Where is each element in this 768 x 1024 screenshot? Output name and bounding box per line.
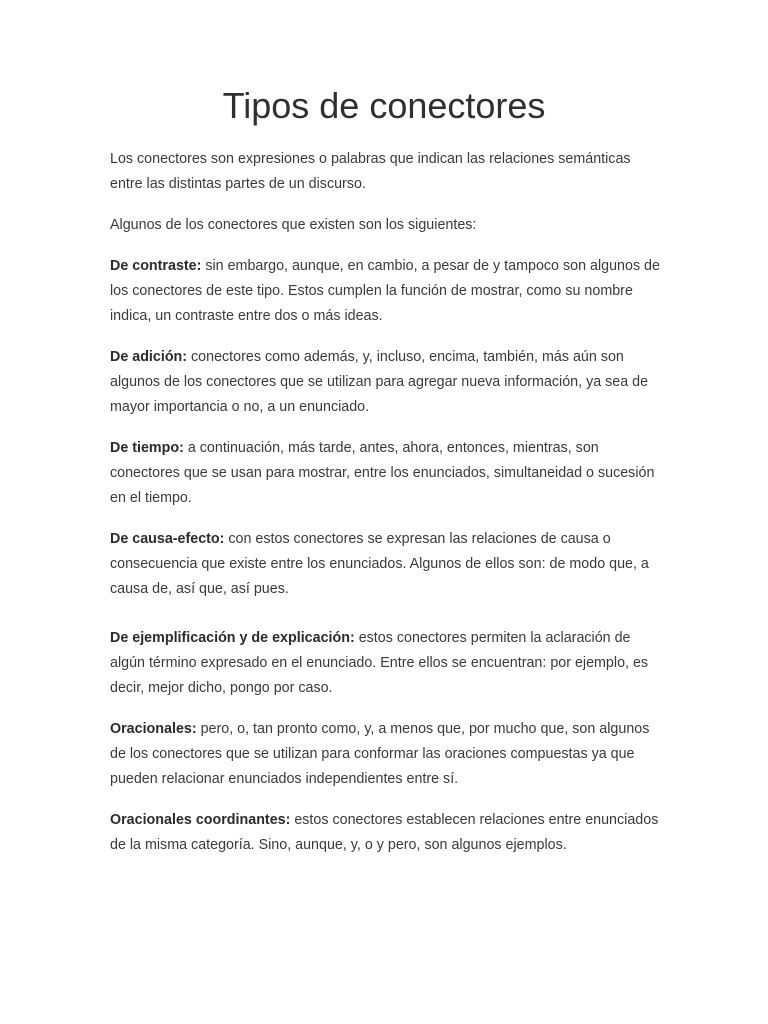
section-text: estos conectores establecen relaciones entre enunciados de la misma categoría. Sino, aunque, y, o y pero, son algunos ejemplos. — [110, 812, 659, 853]
section-tiempo — [110, 436, 666, 511]
intro-paragraph: Los conectores son expresiones o palabras que indican las relaciones semánticas entre las distintas partes de un discurso. — [110, 151, 631, 192]
section-oracionales-coordinantes — [110, 808, 666, 858]
section-term: De adición: — [110, 349, 188, 365]
section-contraste — [110, 254, 666, 329]
section-adicion — [110, 345, 666, 420]
section-text: conectores como además, y, incluso, encima, también, más aún son algunos de los conectores que se utilizan para agregar nueva información, ya sea de mayor importancia o no, a un enunciado. — [110, 349, 649, 415]
section-text: pero, o, tan pronto como, y, a menos que, por mucho que, son algunos de los conectores que se utilizan para conformar las oraciones compuestas ya que pueden relacionar enunciados independientes entre sí. — [110, 721, 650, 787]
section-text: a continuación, más tarde, antes, ahora, entonces, mientras, son conectores que se usan para mostrar, entre los enunciados, simultaneidad o sucesión en el tiempo. — [110, 440, 655, 506]
section-causa-efecto — [110, 527, 666, 602]
section-oracionales — [110, 717, 666, 792]
section-term: De contraste: — [110, 258, 202, 274]
page-title: Tipos de conectores — [222, 85, 546, 126]
document-body — [110, 147, 666, 874]
section-term: Oracionales: — [110, 721, 197, 737]
section-term: De causa-efecto: — [110, 531, 225, 547]
section-text: sin embargo, aunque, en cambio, a pesar de y tampoco son algunos de los conectores de este tipo. Estos cumplen la función de mostrar, como su nombre indica, un contraste entre dos o más ideas. — [110, 258, 660, 324]
section-term: Oracionales coordinantes: — [110, 812, 291, 828]
section-ejemplificacion — [110, 626, 666, 701]
section-text: con estos conectores se expresan las relaciones de causa o consecuencia que existe entre los enunciados. Algunos de ellos son: de modo que, a causa de, así que, así pues. — [110, 531, 649, 597]
section-term: De tiempo: — [110, 440, 184, 456]
lead-paragraph: Algunos de los conectores que existen son los siguientes: — [110, 217, 477, 233]
section-text: estos conectores permiten la aclaración de algún término expresado en el enunciado. Entre ellos se encuentran: por ejemplo, es decir, mejor dicho, pongo por caso. — [110, 630, 649, 696]
section-term: De ejemplificación y de explicación: — [110, 630, 355, 646]
